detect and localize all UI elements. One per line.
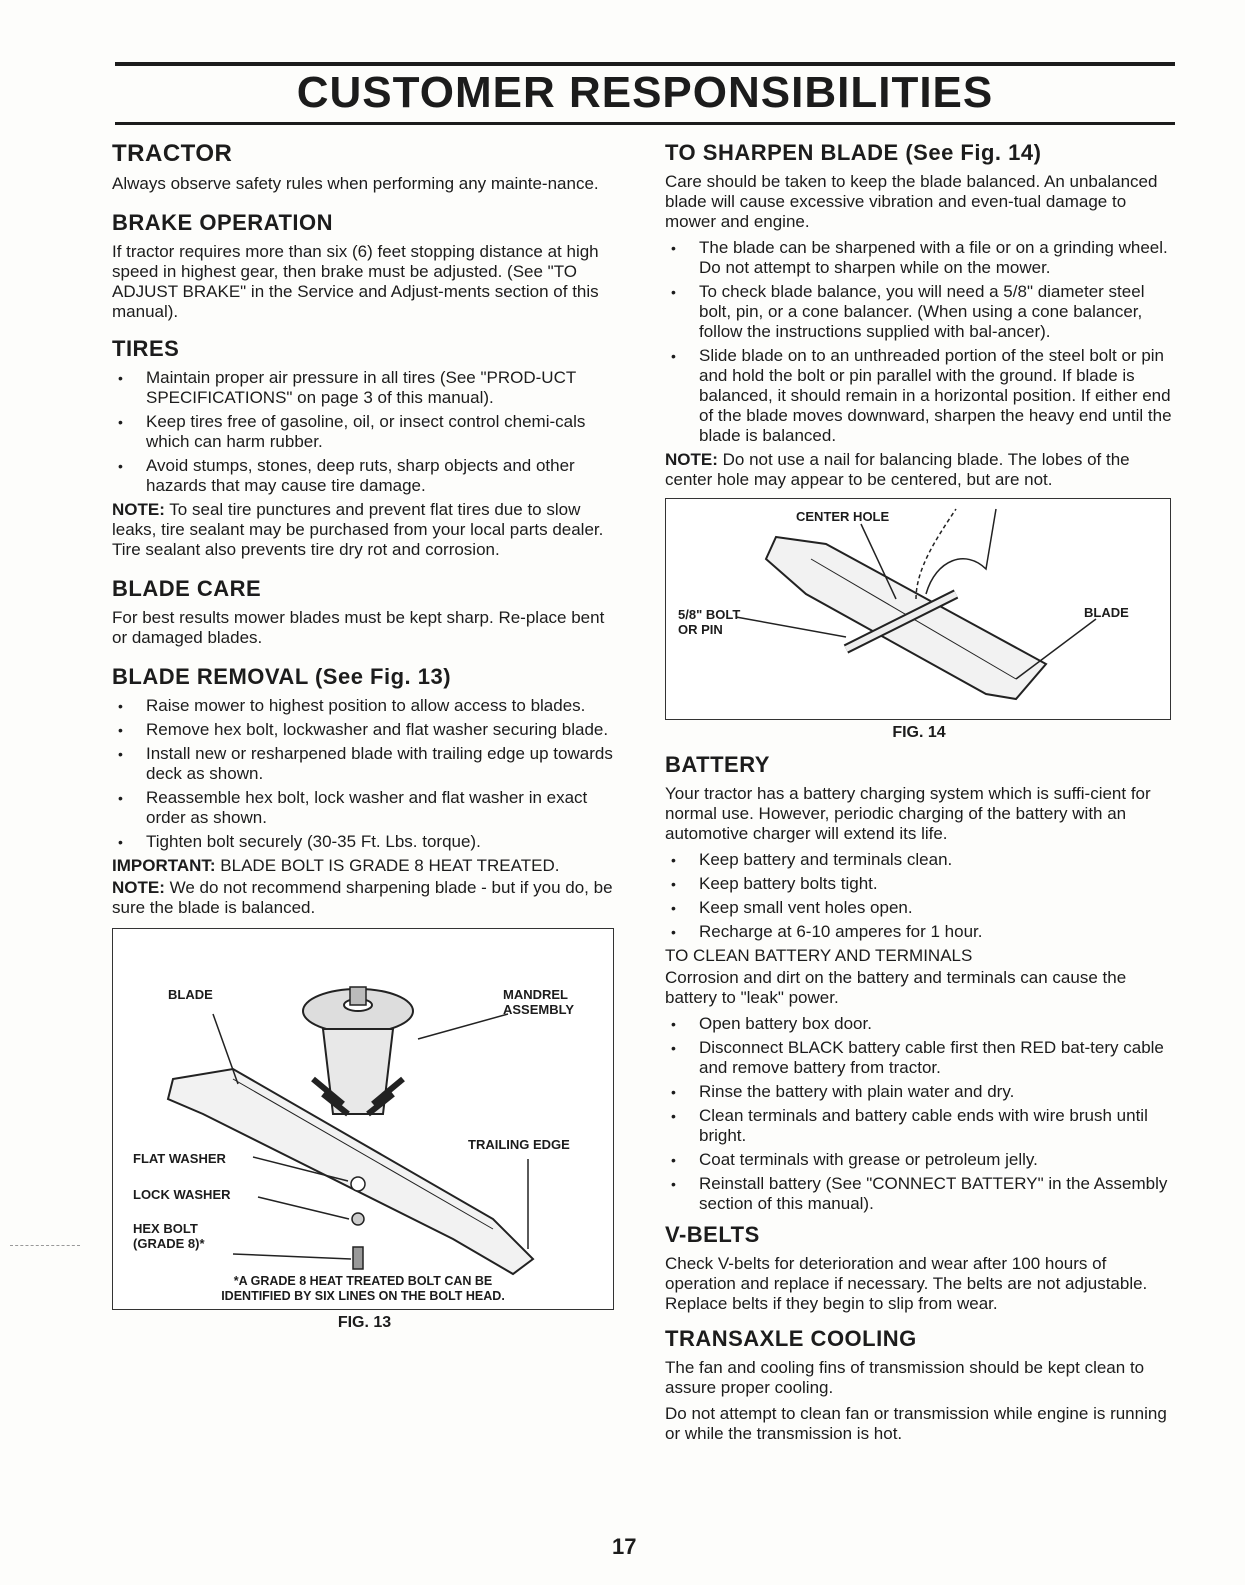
important-text: BLADE BOLT IS GRADE 8 HEAT TREATED. xyxy=(215,856,560,875)
fig13-label-hex-line2: (GRADE 8)* xyxy=(133,1236,205,1251)
note-label: NOTE: xyxy=(112,500,165,519)
sharpen-text: Care should be taken to keep the blade balanced. An unbalanced blade will cause excessive vibration and even-tual damage to mower and engine. xyxy=(665,172,1158,231)
clean-text: Corrosion and dirt on the battery and terminals can cause the battery to "leak" power. xyxy=(665,968,1127,1007)
fig13-label-lock-washer: LOCK WASHER xyxy=(133,1187,231,1202)
battery-text: Your tractor has a battery charging system which is suffi-cient for normal use. However, periodic charging of the battery with an automotive charger will extend its life. xyxy=(665,784,1151,843)
list-item: • Rinse the battery with plain water and dry. xyxy=(665,1082,1173,1102)
tractor-heading: TRACTOR xyxy=(112,140,233,167)
fig14-label-blade: BLADE xyxy=(1084,605,1129,620)
battery-heading: BATTERY xyxy=(665,752,770,777)
list-item: • Keep tires free of gasoline, oil, or insect control chemi-cals which can harm rubber. xyxy=(112,412,617,452)
tires-list xyxy=(112,368,617,496)
figure-14 xyxy=(665,498,1171,720)
fig13-caption: FIG. 13 xyxy=(337,1314,392,1331)
fig13-label-blade: BLADE xyxy=(168,987,213,1002)
left-column xyxy=(112,132,617,1342)
top-rule xyxy=(115,62,1175,66)
fig14-caption: FIG. 14 xyxy=(892,724,946,741)
fig14-label-bolt xyxy=(678,607,740,637)
right-column xyxy=(665,140,1173,1450)
list-item: • Keep battery bolts tight. xyxy=(665,874,1173,894)
list-item: • Reassemble hex bolt, lock washer and flat washer in exact order as shown. xyxy=(112,788,617,828)
title-rule xyxy=(115,122,1175,125)
fig13-label-trailing-edge: TRAILING EDGE xyxy=(468,1137,570,1152)
list-item: • The blade can be sharpened with a file or on a grinding wheel. Do not attempt to sharpen while on the mower. xyxy=(665,238,1173,278)
sharpen-list xyxy=(665,238,1173,446)
page-number: 17 xyxy=(612,1534,637,1559)
blade-removal-heading: BLADE REMOVAL (See Fig. 13) xyxy=(112,664,452,689)
list-item: • Clean terminals and battery cable ends with wire brush until bright. xyxy=(665,1106,1173,1146)
list-item: • Disconnect BLACK battery cable first then RED bat-tery cable and remove battery from tractor. xyxy=(665,1038,1173,1078)
sharpen-note xyxy=(665,450,1173,490)
list-item: • Coat terminals with grease or petroleum jelly. xyxy=(665,1150,1173,1170)
important-note xyxy=(112,856,617,876)
fig13-label-hex-line1: HEX BOLT xyxy=(133,1221,198,1236)
transaxle-text-1: The fan and cooling fins of transmission should be kept clean to assure proper cooling. xyxy=(665,1358,1145,1397)
note-text: Do not use a nail for balancing blade. The lobes of the center hole may appear to be centered, but are not. xyxy=(665,450,1130,489)
tires-note xyxy=(112,500,617,560)
fig14-label-center-hole: CENTER HOLE xyxy=(796,509,890,524)
page-title: CUSTOMER RESPONSIBILITIES xyxy=(296,68,994,117)
list-item: • Tighten bolt securely (30-35 Ft. Lbs. torque). xyxy=(112,832,617,852)
list-item: • Remove hex bolt, lockwasher and flat washer securing blade. xyxy=(112,720,617,740)
battery-list xyxy=(665,850,1173,942)
list-item: • Slide blade on to an unthreaded portion of the steel bolt or pin and hold the bolt or pin parallel with the ground. If blade is balanced, it should remain in a horizontal position. If either end of the blade moves downward, sharpen the heavy end until the blade is balanced. xyxy=(665,346,1173,446)
list-item: • Open battery box door. xyxy=(665,1014,1173,1034)
blade-removal-list xyxy=(112,696,617,852)
note-text: We do not recommend sharpening blade - but if you do, be sure the blade is balanced. xyxy=(112,878,613,917)
blade-care-text: For best results mower blades must be kept sharp. Re-place bent or damaged blades. xyxy=(112,608,605,647)
fig13-label-mandrel xyxy=(503,987,574,1017)
transaxle-heading: TRANSAXLE COOLING xyxy=(665,1326,917,1351)
note-label: NOTE: xyxy=(665,450,718,469)
transaxle-text-2: Do not attempt to clean fan or transmission while engine is running or while the transmission is hot. xyxy=(665,1404,1167,1443)
vbelts-heading: V-BELTS xyxy=(665,1222,760,1247)
list-item: • Recharge at 6-10 amperes for 1 hour. xyxy=(665,922,1173,942)
fig13-label-hex-bolt xyxy=(133,1221,205,1251)
scan-mark xyxy=(10,1245,80,1247)
tractor-text: Always observe safety rules when performing any mainte-nance. xyxy=(112,174,599,193)
figure-13 xyxy=(112,928,614,1310)
fig13-footnote xyxy=(113,1274,613,1304)
blade-assembly-illustration xyxy=(113,929,613,1309)
fig13-footnote-line2: IDENTIFIED BY SIX LINES ON THE BOLT HEAD. xyxy=(221,1289,505,1303)
list-item: • Avoid stumps, stones, deep ruts, sharp objects and other hazards that may cause tire damage. xyxy=(112,456,617,496)
removal-note xyxy=(112,878,617,918)
clean-list xyxy=(665,1014,1173,1214)
clean-heading: TO CLEAN BATTERY AND TERMINALS xyxy=(665,946,973,965)
fig13-label-flat-washer: FLAT WASHER xyxy=(133,1151,226,1166)
fig14-label-bolt-line2: OR PIN xyxy=(678,622,723,637)
list-item: • Keep battery and terminals clean. xyxy=(665,850,1173,870)
tires-heading: TIRES xyxy=(112,336,180,361)
fig13-footnote-line1: *A GRADE 8 HEAT TREATED BOLT CAN BE xyxy=(233,1274,493,1288)
important-label: IMPORTANT: xyxy=(112,856,216,875)
list-item: • Maintain proper air pressure in all tires (See "PROD-UCT SPECIFICATIONS" on page 3 of this manual). xyxy=(112,368,617,408)
list-item: • Keep small vent holes open. xyxy=(665,898,1173,918)
blade-care-heading: BLADE CARE xyxy=(112,576,262,601)
fig13-label-mandrel-line2: ASSEMBLY xyxy=(503,1002,575,1017)
fig14-label-bolt-line1: 5/8" BOLT xyxy=(678,607,741,622)
list-item: • To check blade balance, you will need a 5/8" diameter steel bolt, pin, or a cone balancer. (When using a cone balancer, follow the instructions supplied with bal-ancer). xyxy=(665,282,1173,342)
vbelts-text: Check V-belts for deterioration and wear after 100 hours of operation and replace if necessary. The belts are not adjustable. Replace belts if they begin to slip from wear. xyxy=(665,1254,1148,1313)
list-item: • Reinstall battery (See "CONNECT BATTERY" in the Assembly section of this manual). xyxy=(665,1174,1173,1214)
note-label: NOTE: xyxy=(112,878,165,897)
list-item: • Raise mower to highest position to allow access to blades. xyxy=(112,696,617,716)
fig13-label-mandrel-line1: MANDREL xyxy=(503,987,568,1002)
list-item: • Install new or resharpened blade with trailing edge up towards deck as shown. xyxy=(112,744,617,784)
brake-text: If tractor requires more than six (6) feet stopping distance at high speed in highest gear, then brake must be adjusted. (See "TO ADJUST BRAKE" in the Service and Adjust-ments section of this manual). xyxy=(112,242,599,321)
brake-heading: BRAKE OPERATION xyxy=(112,210,333,235)
note-text: To seal tire punctures and prevent flat tires due to slow leaks, tire sealant may be purchased from your local parts dealer. Tire sealant also prevents tire dry rot and corrosion. xyxy=(112,500,604,559)
sharpen-heading: TO SHARPEN BLADE (See Fig. 14) xyxy=(665,140,1042,165)
